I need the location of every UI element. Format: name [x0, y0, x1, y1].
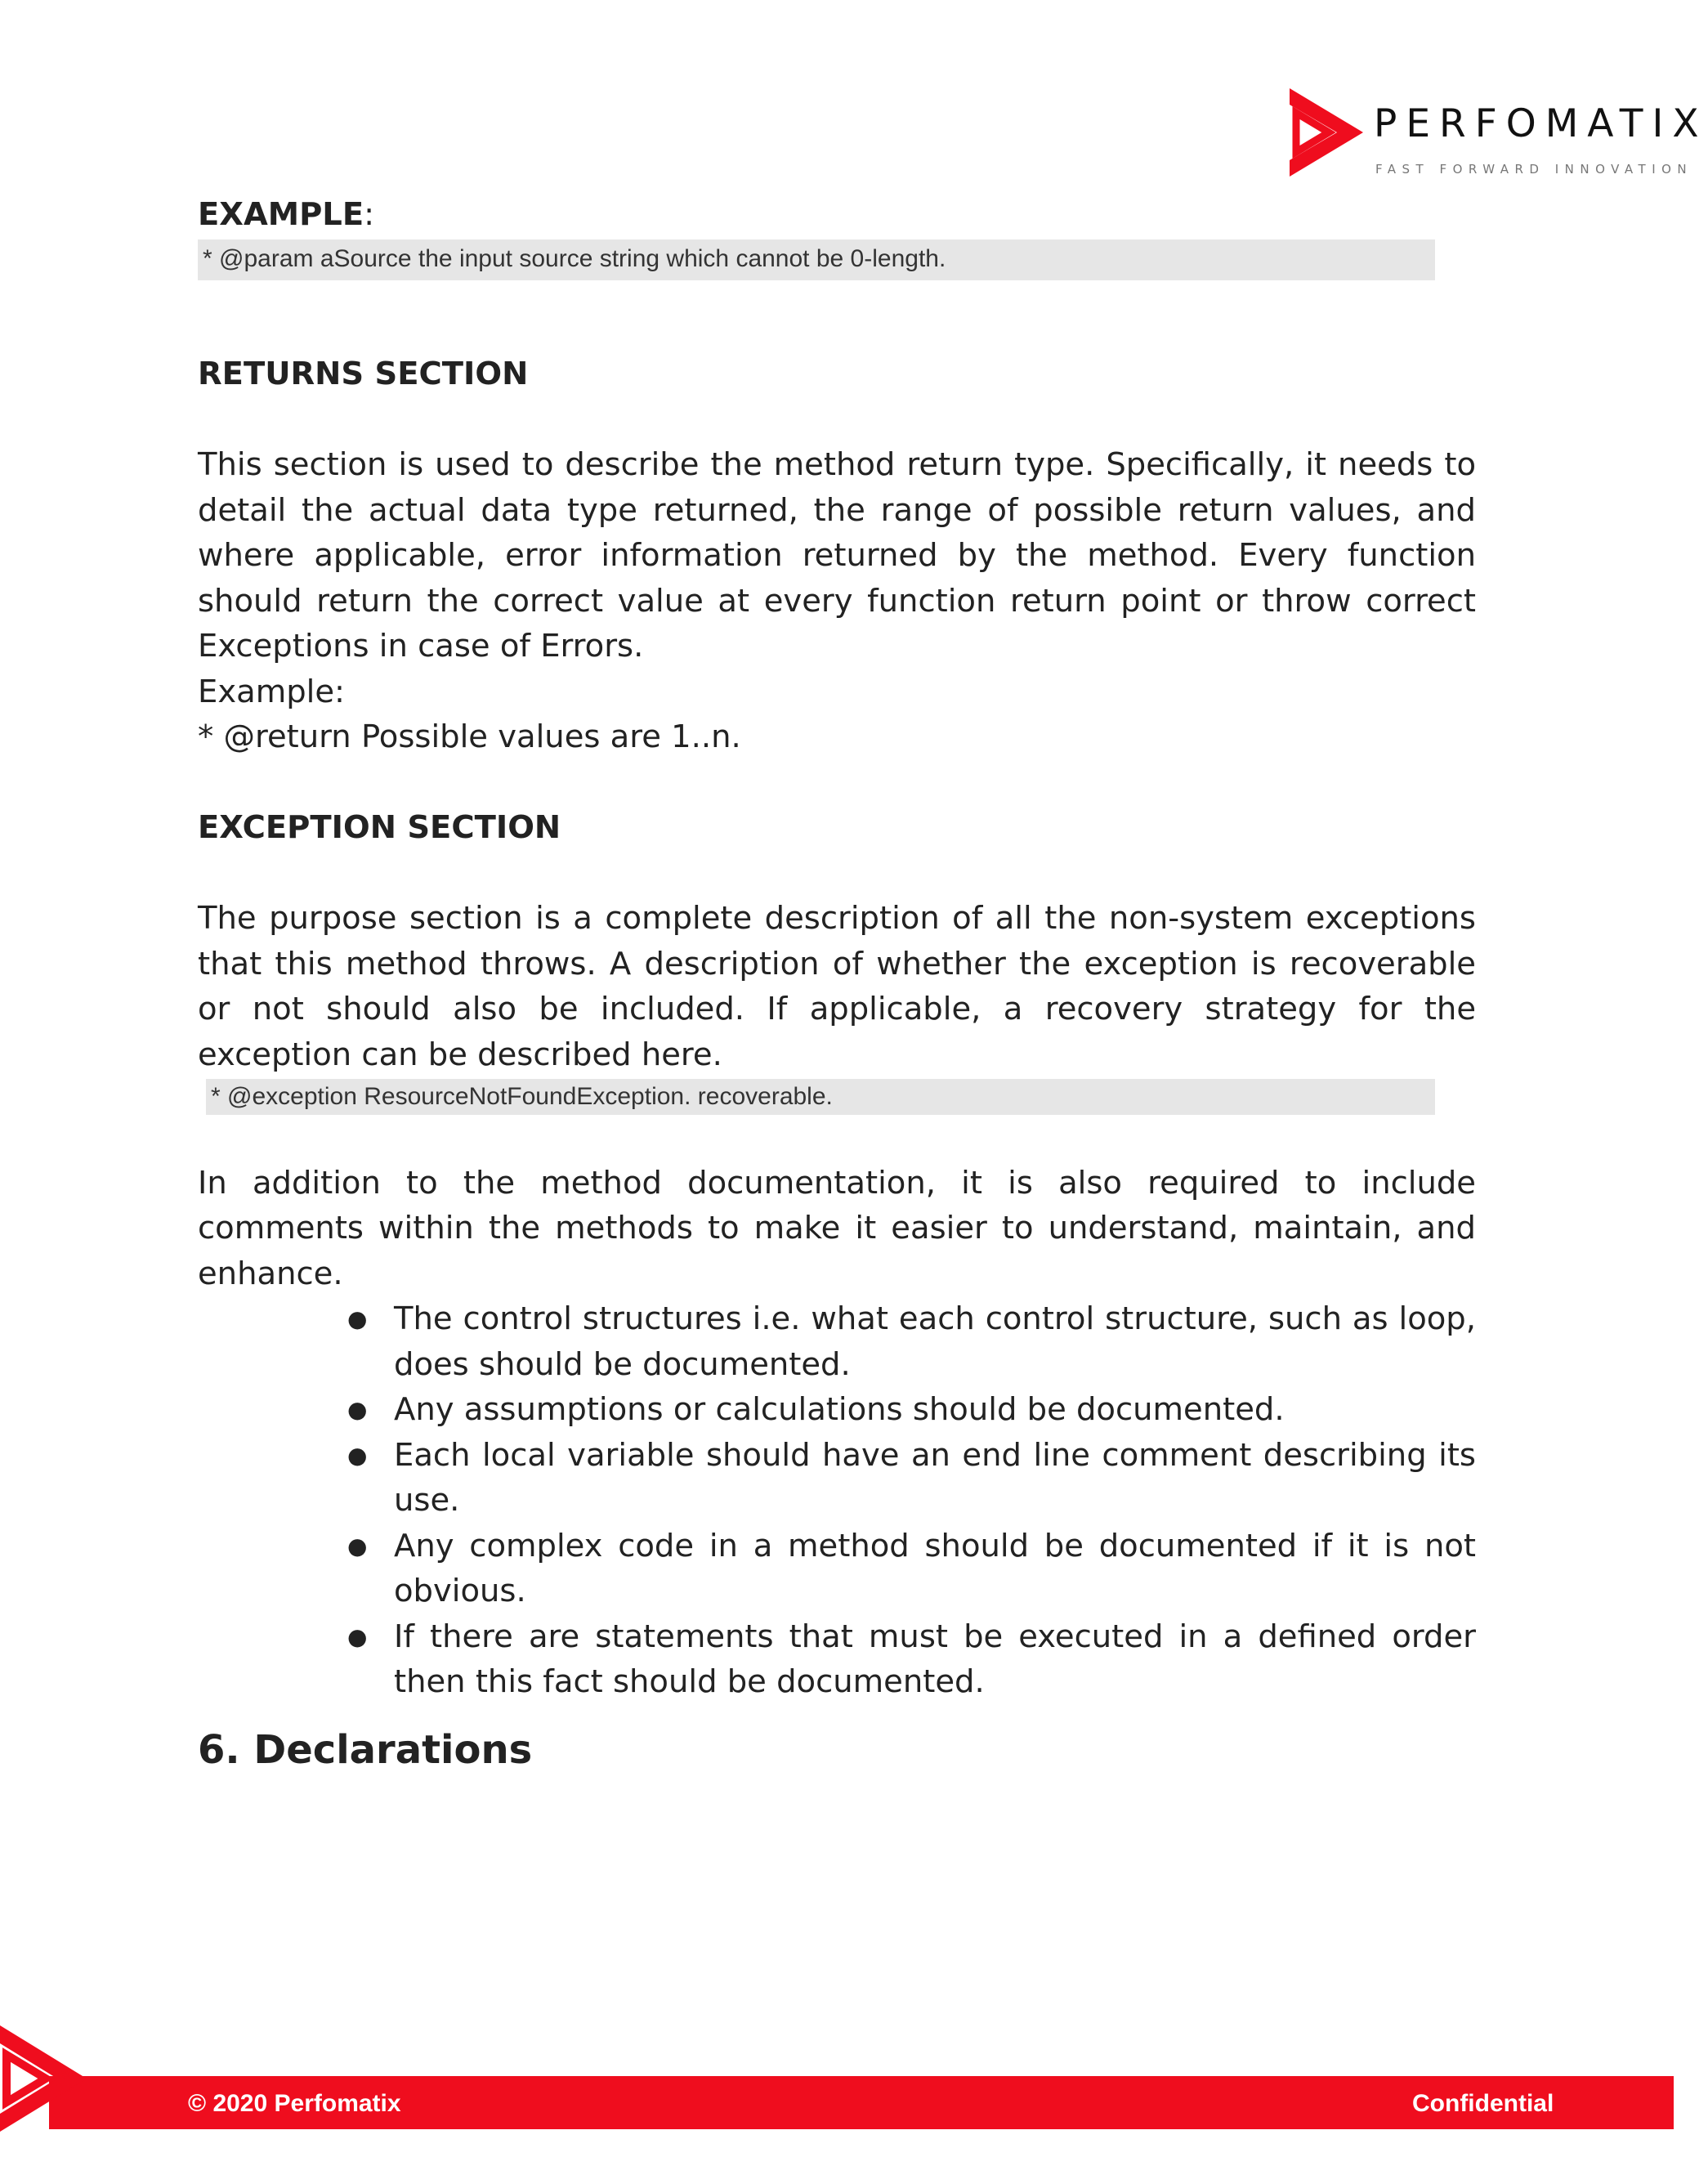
example-label: EXAMPLE: [198, 196, 364, 233]
footer-confidential: Confidential: [1412, 2090, 1554, 2117]
bullet-icon: ●: [347, 1305, 368, 1332]
param-code-box: * @param aSource the input source string which cannot be 0-length.: [198, 239, 1435, 280]
returns-example-label: Example:: [198, 673, 345, 710]
list-item-text: If there are statements that must be executed in a defined order then this fact should be documented.: [394, 1618, 1476, 1700]
example-label-colon: :: [364, 196, 375, 233]
list-item-text: Any complex code in a method should be documented if it is not obvious.: [394, 1527, 1476, 1609]
footer-copyright: © 2020 Perfomatix: [188, 2090, 401, 2117]
bullet-icon: ●: [347, 1532, 368, 1560]
list-item: [198, 1387, 1476, 1433]
spacer: [198, 280, 1476, 326]
logo-tagline: FAST FORWARD INNOVATION: [1375, 162, 1693, 177]
perfomatix-logo: [1290, 88, 1708, 178]
returns-example-code: * @return Possible values are 1..n.: [198, 718, 741, 755]
returns-section-body: This section is used to describe the method return type. Specifically, it needs to detail the actual data type returned, the range of possible return values, and where applicable, error information returned by the method. Every function should return the correct value at every function return point or throw correct Exceptions in case of Errors.: [198, 446, 1476, 665]
spacer: [198, 397, 1476, 443]
comments-bullet-list: [198, 1296, 1476, 1705]
bullet-icon: ●: [347, 1622, 368, 1650]
list-item-text: Each local variable should have an end line comment describing its use.: [394, 1436, 1476, 1519]
perfomatix-logo-icon: [1290, 88, 1363, 177]
exception-section-body: The purpose section is a complete description of all the non-system exceptions that this method throws. A description of whether the exception is recoverable or not should also be included. If applicable, a recovery strategy for the exception can be described here.: [198, 900, 1476, 1073]
spacer: [198, 760, 1476, 806]
list-item-text: Any assumptions or calculations should be documented.: [394, 1391, 1285, 1428]
list-item: [198, 1614, 1476, 1705]
perfomatix-footer-logo-icon: [0, 2025, 90, 2132]
logo-wordmark: PERFOMATIX: [1374, 101, 1708, 146]
example-heading: [198, 192, 1476, 238]
spacer: [198, 1115, 1476, 1161]
returns-section-heading: RETURNS SECTION: [198, 356, 529, 392]
declarations-section-title: 6. Declarations: [198, 1726, 533, 1773]
exception-section-heading: EXCEPTION SECTION: [198, 809, 561, 846]
spacer: [198, 851, 1476, 897]
bullet-icon: ●: [347, 1441, 368, 1469]
list-item-text: The control structures i.e. what each control structure, such as loop, does should be documented.: [394, 1300, 1476, 1383]
document-body: [198, 192, 1476, 1777]
list-item: [198, 1433, 1476, 1524]
bullet-icon: ●: [347, 1396, 368, 1423]
page-footer: [0, 2025, 1674, 2132]
list-item: [198, 1296, 1476, 1387]
exception-code-box: * @exception ResourceNotFoundException. recoverable.: [206, 1079, 1435, 1115]
list-item: [198, 1524, 1476, 1614]
comments-intro: In addition to the method documentation, it is also required to include comments within the methods to make it easier to understand, maintain, and enhance.: [198, 1164, 1476, 1292]
